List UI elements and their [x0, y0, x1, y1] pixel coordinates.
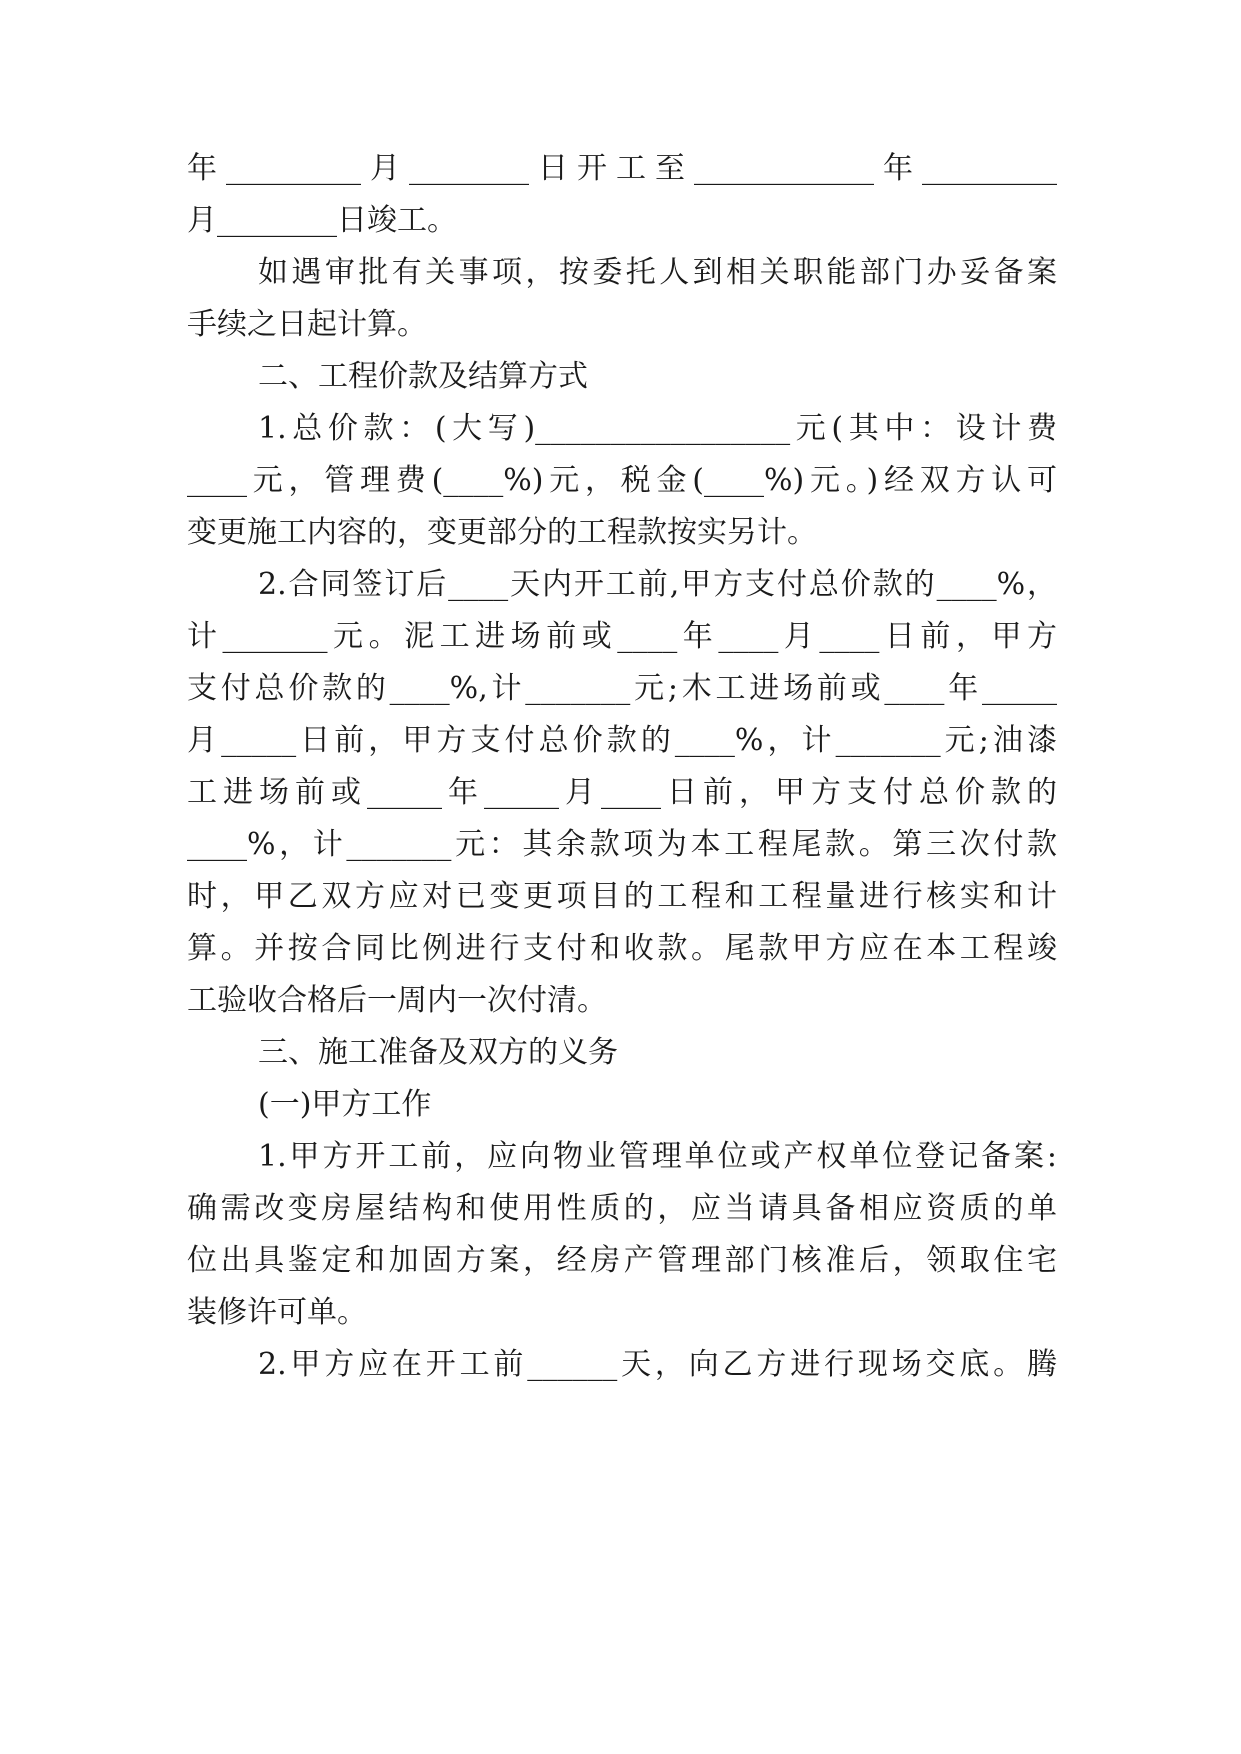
text-line: 支付总价款的____%,计_______元;木工进场前或____年_____ [187, 671, 1057, 706]
text-line: 工进场前或_____年_____月____日前，甲方支付总价款的 [187, 775, 1057, 810]
text-line: 手续之日起计算。 [187, 307, 427, 342]
text-line: 1.总价款：(大写)_________________元(其中：设计费 [258, 411, 1057, 446]
section-heading: 二、工程价款及结算方式 [258, 359, 588, 394]
text-line: 2.甲方应在开工前______天，向乙方进行现场交底。腾 [258, 1347, 1057, 1382]
text-line: 位出具鉴定和加固方案，经房产管理部门核准后，领取住宅 [187, 1243, 1057, 1278]
text-line: 年_________月________日开工至____________年_________ [187, 151, 1057, 186]
text-line: 工验收合格后一周内一次付清。 [187, 983, 607, 1018]
text-line: 月________日竣工。 [187, 203, 457, 238]
text-line: 时，甲乙双方应对已变更项目的工程和工程量进行核实和计 [187, 879, 1057, 914]
text-line: 计_______元。泥工进场前或____年____月____日前，甲方 [187, 619, 1057, 654]
subsection-heading: (一)甲方工作 [258, 1087, 432, 1122]
text-line: ____元，管理费(____%)元，税金(____%)元。)经双方认可 [187, 463, 1057, 498]
text-line: 1.甲方开工前，应向物业管理单位或产权单位登记备案: [258, 1139, 1057, 1174]
text-line: 如遇审批有关事项，按委托人到相关职能部门办妥备案 [258, 255, 1057, 290]
text-line: 算。并按合同比例进行支付和收款。尾款甲方应在本工程竣 [187, 931, 1057, 966]
text-line: ____%，计_______元：其余款项为本工程尾款。第三次付款 [187, 827, 1057, 862]
text-line: 月_____日前，甲方支付总价款的____%，计_______元;油漆 [187, 723, 1057, 758]
section-heading: 三、施工准备及双方的义务 [258, 1035, 618, 1070]
text-line: 确需改变房屋结构和使用性质的，应当请具备相应资质的单 [187, 1191, 1057, 1226]
text-line: 装修许可单。 [187, 1295, 367, 1330]
text-line: 变更施工内容的，变更部分的工程款按实另计。 [187, 515, 817, 550]
text-line: 2.合同签订后____天内开工前,甲方支付总价款的____%， [258, 567, 1057, 602]
